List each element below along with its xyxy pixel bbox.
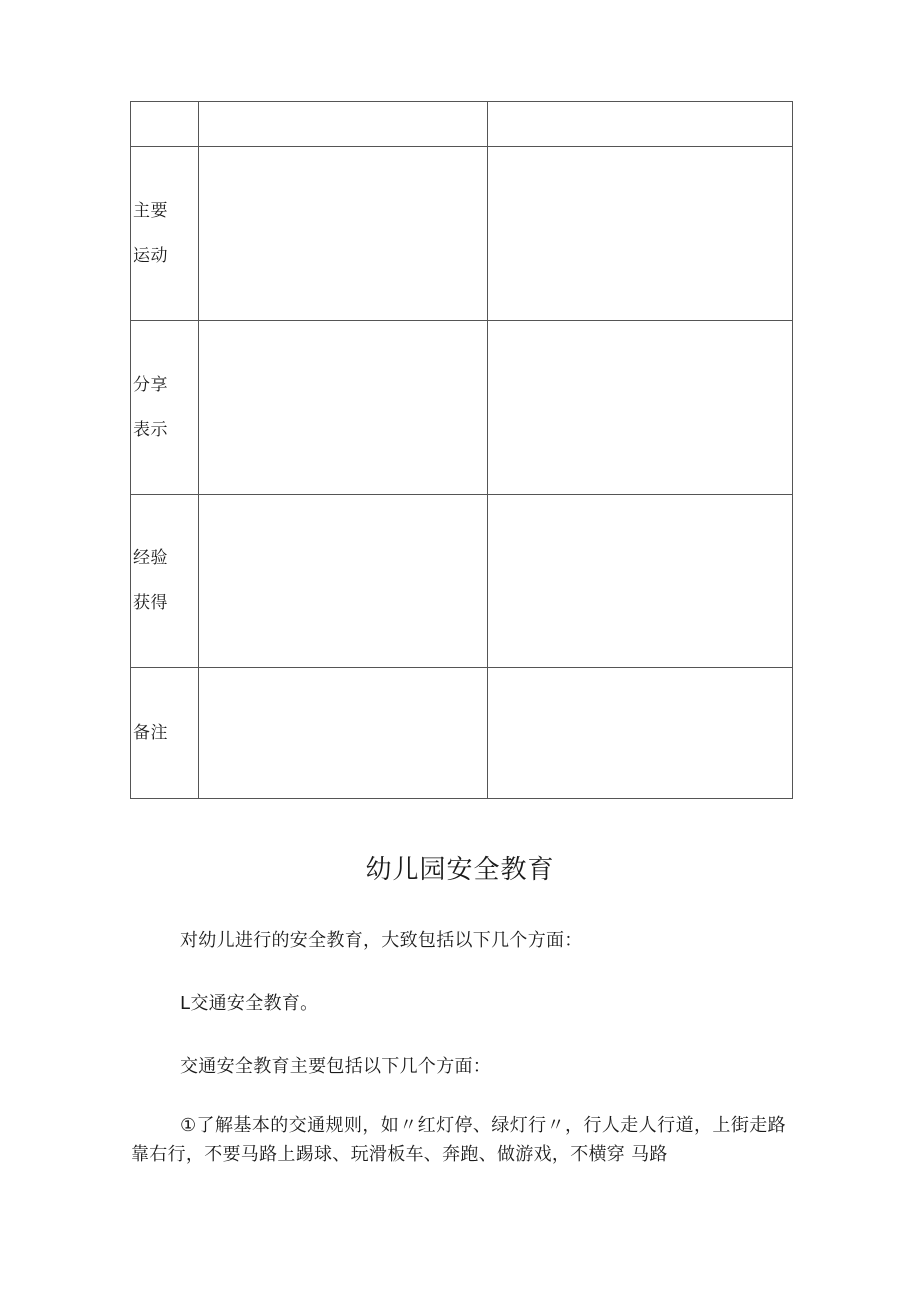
activity-record-table — [130, 101, 793, 799]
section-heading-traffic: L交通安全教育。 — [180, 993, 319, 1014]
article-title: 幼儿园安全教育 — [365, 855, 555, 885]
row-label-empty — [131, 102, 199, 147]
table-cell — [199, 147, 488, 321]
table-cell — [488, 321, 793, 495]
row-label-line2: 表示 — [133, 419, 168, 440]
row-label-line1: 备注 — [133, 722, 168, 743]
table-cell — [488, 102, 793, 147]
table-cell — [199, 102, 488, 147]
table-row-main-activity — [131, 147, 793, 321]
row-label-line2: 运动 — [133, 245, 168, 266]
section-intro-traffic: 交通安全教育主要包括以下几个方面： — [180, 1056, 492, 1077]
table-row-header — [131, 102, 793, 147]
table-row-notes — [131, 668, 793, 799]
table-cell — [488, 668, 793, 799]
table-cell — [488, 147, 793, 321]
row-label-line1: 分享 — [133, 374, 168, 395]
row-label-sharing — [131, 321, 199, 495]
table-cell — [199, 668, 488, 799]
table-row-experience — [131, 495, 793, 668]
row-label-line2: 获得 — [133, 593, 168, 613]
row-label-experience — [131, 495, 199, 668]
table-cell — [199, 495, 488, 668]
intro-paragraph: 对幼儿进行的安全教育，大致包括以下几个方面： — [180, 930, 583, 951]
table-cell — [488, 495, 793, 668]
row-label-line1: 主要 — [133, 200, 168, 221]
row-label-main-activity — [131, 147, 199, 321]
table-row-sharing — [131, 321, 793, 495]
table-cell — [199, 321, 488, 495]
row-label-line1: 经验 — [133, 548, 168, 568]
row-label-notes — [131, 668, 199, 799]
traffic-rule-item-1: ①了解基本的交通规则，如〃红灯停、绿灯行〃，行人走人行道，上街走路靠右行，不要马路上踢球、玩滑板车、奔跑、做游戏，不横穿 马路 — [131, 1115, 786, 1165]
